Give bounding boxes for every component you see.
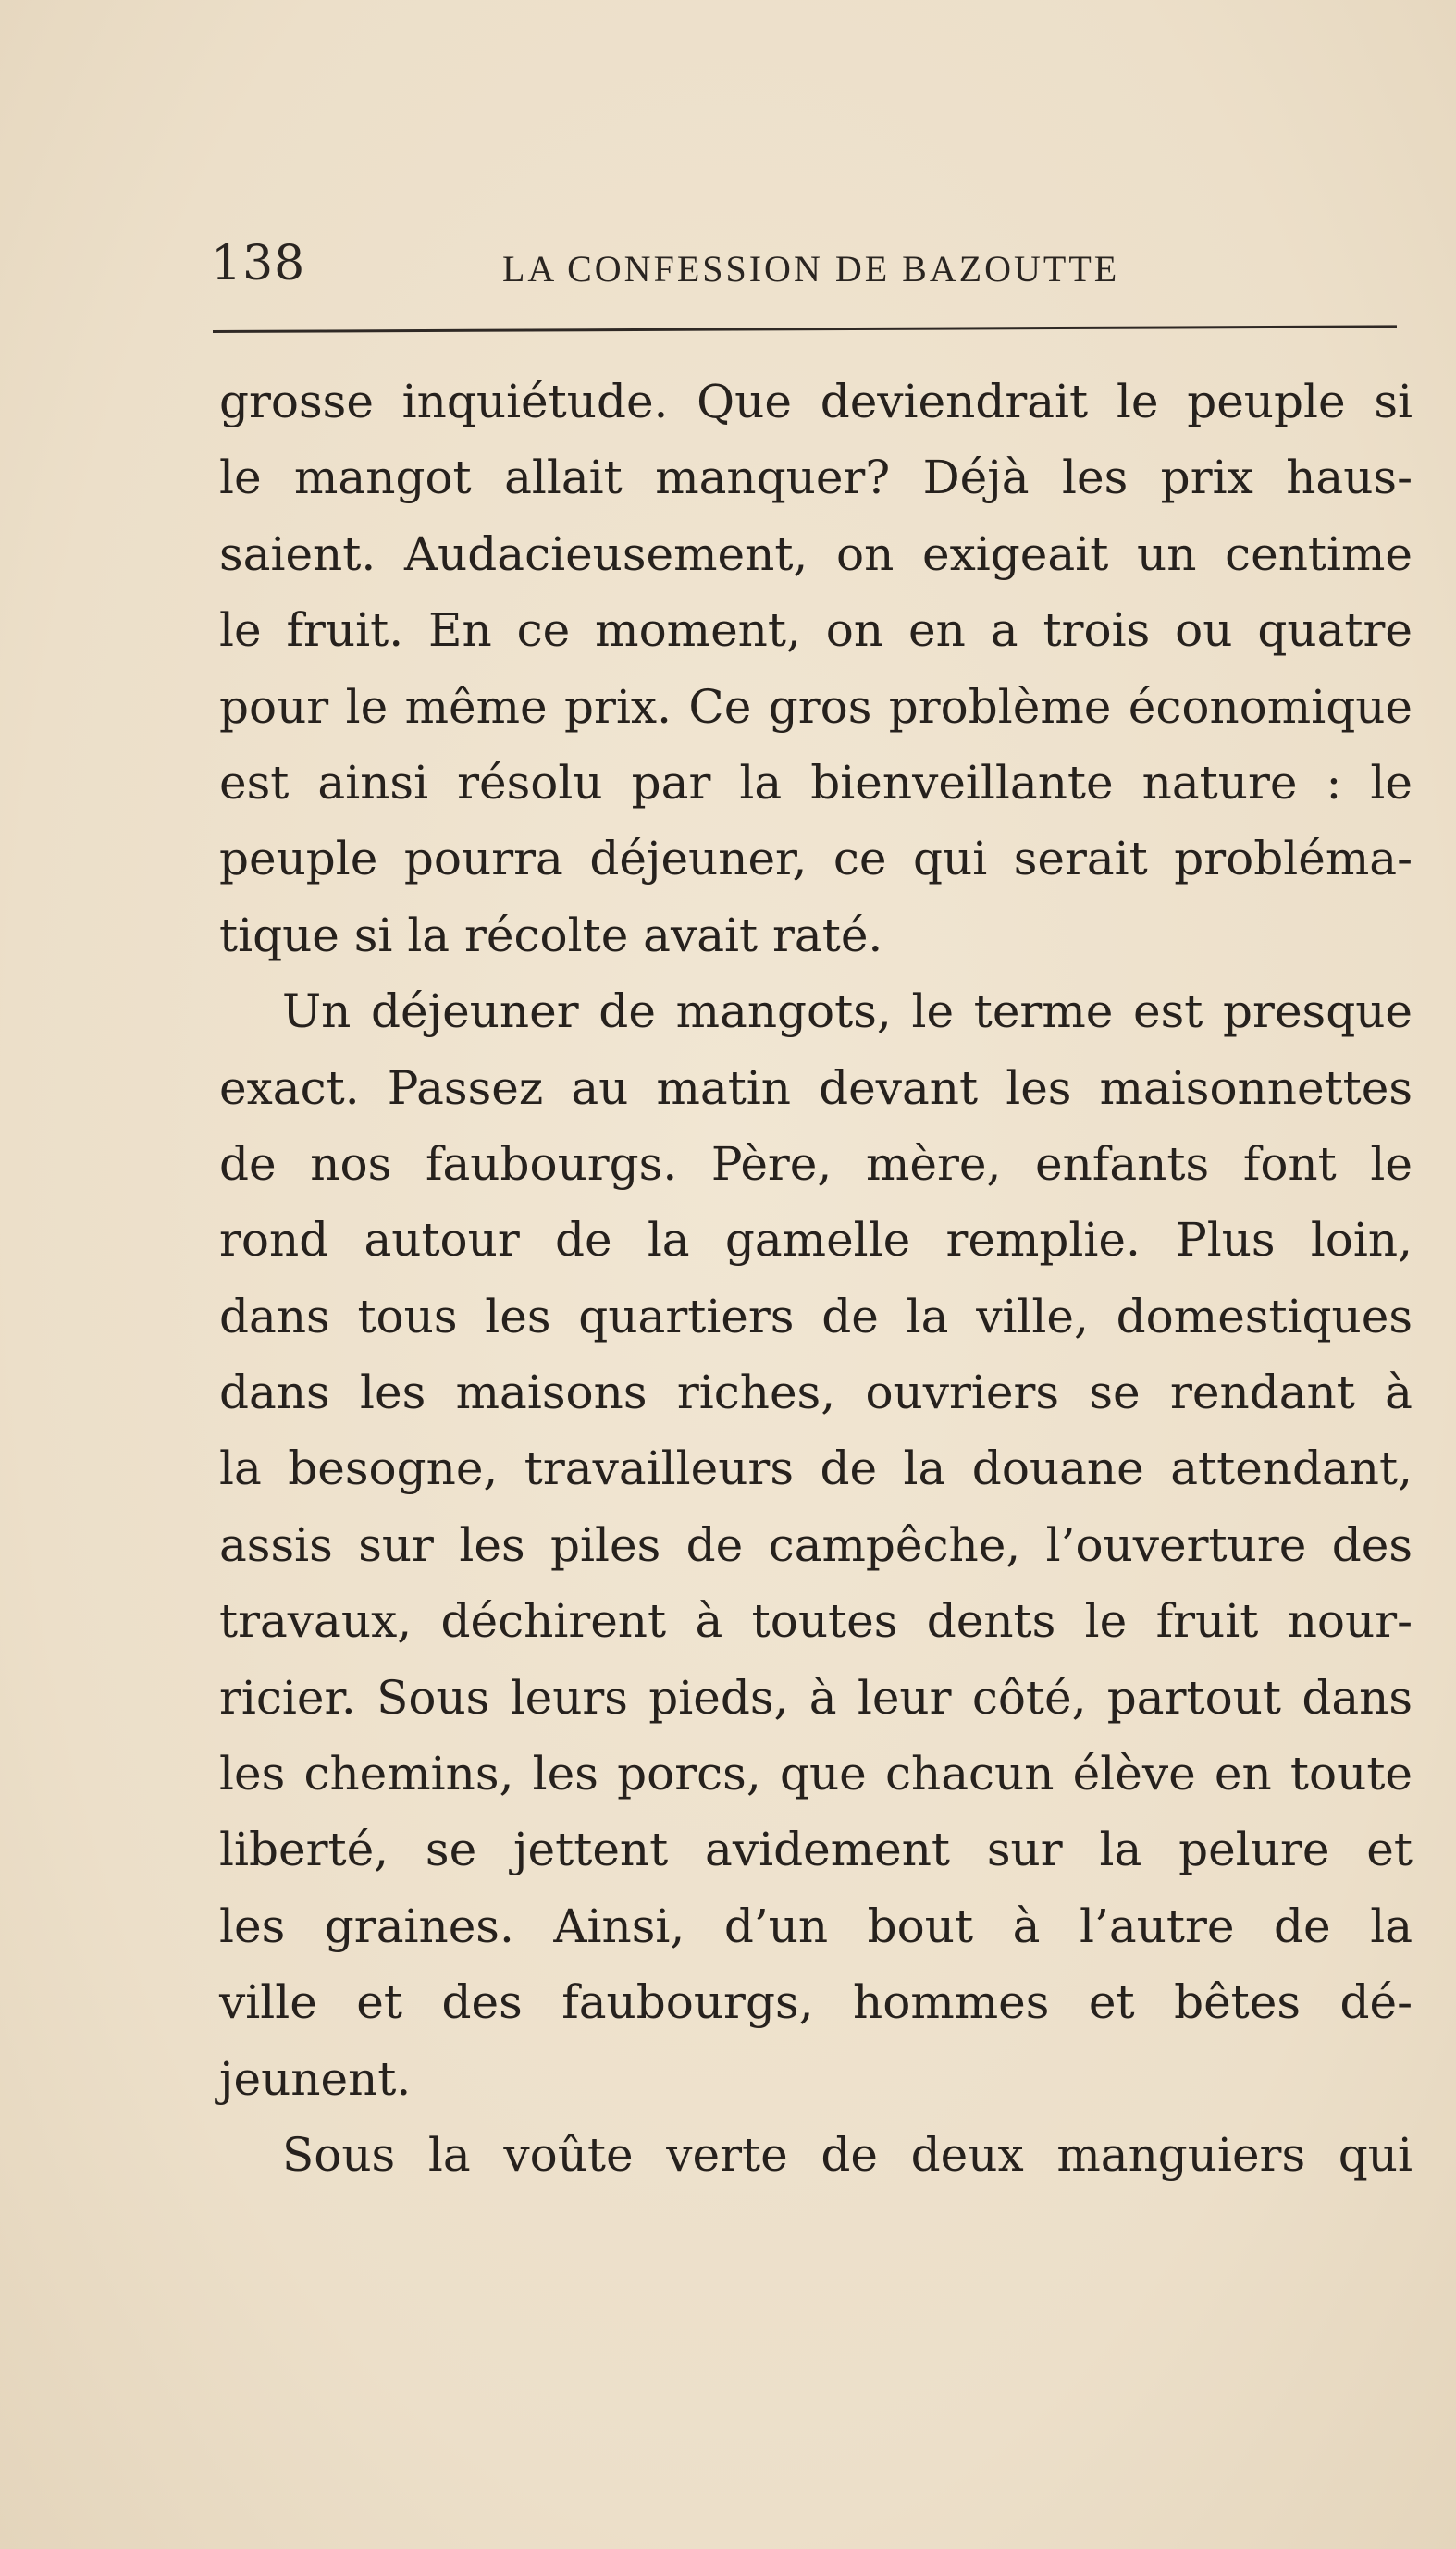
text-line: de nos faubourgs. Père, mère, enfants font le bbox=[219, 1136, 1413, 1191]
text-line: dans les maisons riches, ouvriers se rendant à bbox=[219, 1366, 1413, 1420]
page-header bbox=[211, 236, 1413, 301]
text-line: le mangot allait manquer? Déjà les prix haus- bbox=[219, 451, 1413, 505]
text-line: exact. Passez au matin devant les maisonnettes bbox=[219, 1060, 1413, 1115]
text-line: saient. Audacieusement, on exigeait un centime bbox=[219, 526, 1413, 581]
text-line: ville et des faubourgs, hommes et bêtes dé- bbox=[219, 1975, 1413, 2030]
text-line: les chemins, les porcs, que chacun élève en toute bbox=[219, 1747, 1413, 1801]
text-line: Un déjeuner de mangots, le terme est presque bbox=[282, 984, 1413, 1039]
text-line: peuple pourra déjeuner, ce qui serait probléma- bbox=[219, 832, 1413, 886]
text-line: est ainsi résolu par la bienveillante nature : le bbox=[219, 755, 1413, 810]
text-line: la besogne, travailleurs de la douane attendant, bbox=[219, 1442, 1413, 1496]
body-text bbox=[219, 364, 1413, 2193]
text-line: tique si la récolte avait raté. bbox=[219, 908, 883, 962]
text-line: rond autour de la gamelle remplie. Plus loin, bbox=[219, 1213, 1413, 1268]
text-line: assis sur les piles de campêche, l’ouverture des bbox=[219, 1517, 1413, 1572]
header-rule bbox=[213, 325, 1397, 333]
running-title: LA CONFESSION DE BAZOUTTE bbox=[502, 248, 1120, 290]
page-number: 138 bbox=[211, 236, 306, 291]
text-line: les graines. Ainsi, d’un bout à l’autre de la bbox=[219, 1899, 1413, 1953]
text-line: dans tous les quartiers de la ville, domestiques bbox=[219, 1289, 1413, 1343]
text-line: ricier. Sous leurs pieds, à leur côté, partout dans bbox=[219, 1670, 1413, 1725]
text-line: travaux, déchirent à toutes dents le fruit nour- bbox=[219, 1594, 1413, 1649]
text-line: Sous la voûte verte de deux manguiers qui bbox=[282, 2127, 1413, 2182]
text-line: jeunent. bbox=[219, 2051, 412, 2106]
text-line: liberté, se jettent avidement sur la pelure et bbox=[219, 1823, 1413, 1877]
text-line: grosse inquiétude. Que deviendrait le peuple si bbox=[219, 375, 1413, 428]
text-line: le fruit. En ce moment, on en a trois ou quatre bbox=[219, 603, 1413, 658]
text-line: pour le même prix. Ce gros problème économique bbox=[219, 679, 1413, 734]
